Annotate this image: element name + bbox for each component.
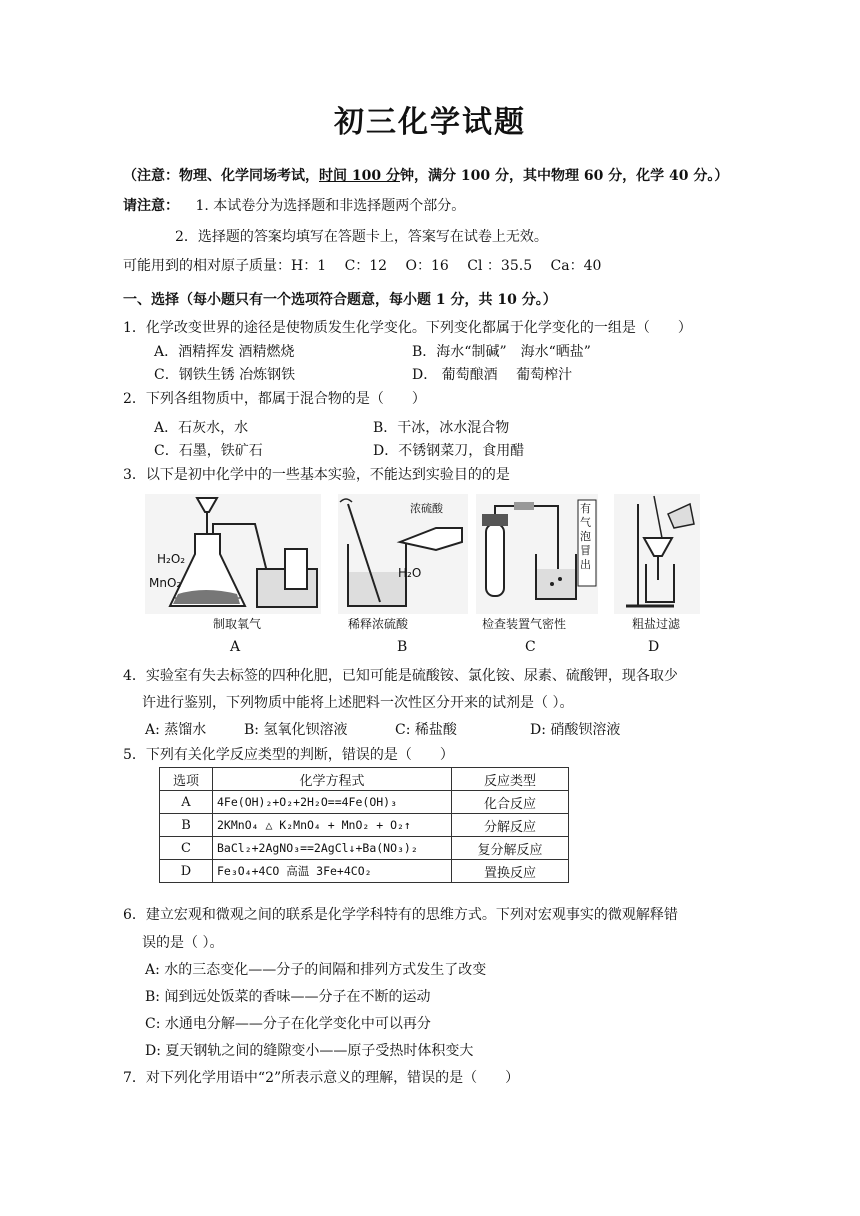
q6-option-b: B: 闻到远处饭菜的香味——分子在不断的运动 [145,989,431,1005]
notice-time: 时间 100 分 [319,168,400,184]
q2-option-a: A．石灰水，水 [154,420,249,436]
q4-option-a: A: 蒸馏水 [145,722,207,738]
row-equation: BaCl₂+2AgNO₃==2AgCl↓+Ba(NO₃)₂ [213,837,452,860]
question-2-stem: 2．下列各组物质中，都属于混合物的是（ ） [123,391,426,407]
instructions-label: 请注意： [123,198,179,214]
fig-letter-c: C [525,639,536,655]
fig-b-water-label: H₂O [398,566,422,580]
table-row [160,791,569,814]
fig-d-caption: 粗盐过滤 [632,617,681,631]
row-option: A [160,791,213,814]
figure-c-airtightness [476,494,598,634]
header-type: 反应类型 [452,768,569,791]
instructions-line1 [123,197,465,215]
question-6-stem-line1: 6．建立宏观和微观之间的联系是化学学科特有的思维方式。下列对宏观事实的微观解释错 [123,907,678,923]
exam-notice [123,167,728,185]
q6-option-c: C: 水通电分解——分子在化学变化中可以再分 [145,1016,431,1032]
fig-letter-a: A [230,639,241,655]
dilution-apparatus-drawing [338,494,468,614]
table-row [160,814,569,837]
row-equation: 4Fe(OH)₂+O₂+2H₂O==4Fe(OH)₃ [213,791,452,814]
row-type: 置换反应 [452,860,569,883]
row-type: 分解反应 [452,814,569,837]
q2-option-b: B．干冰，冰水混合物 [373,420,510,436]
filtration-apparatus-drawing [614,494,700,614]
figure-a-oxygen [145,494,321,634]
question-4-stem-line1: 4．实验室有失去标签的四种化肥，已知可能是硫酸铵、氯化铵、尿素、硫酸钾，现各取少 [123,668,678,684]
row-option: D [160,860,213,883]
table-row [160,860,569,883]
fig-letter-d: D [648,639,660,655]
fig-c-caption: 检查装置气密性 [482,617,567,631]
instructions-item2: 2．选择题的答案均填写在答题卡上，答案写在试卷上无效。 [175,229,548,245]
row-option: C [160,837,213,860]
row-type: 复分解反应 [452,837,569,860]
fig-a-h2o2-label: H₂O₂ [157,552,186,566]
fig-a-mno2-label: MnO₂ [149,576,182,590]
fig-a-caption: 制取氧气 [213,617,262,631]
q2-option-d: D．不锈钢菜刀，食用醋 [373,443,525,459]
question-4-stem-line2: 许进行鉴别，下列物质中能将上述肥料一次性区分开来的试剂是（ ）。 [142,695,574,711]
q4-option-b: B: 氢氧化钡溶液 [244,722,348,738]
question-6-stem-line2: 误的是（ ）。 [142,935,224,951]
header-option: 选项 [160,768,213,791]
section-heading: 一、选择（每小题只有一个选项符合题意，每小题 1 分，共 10 分。） [123,292,557,308]
figure-b-dilution [338,494,468,634]
notice-part2: 钟，满分 100 分，其中物理 60 分，化学 40 分。） [399,168,729,184]
row-equation: 2KMnO₄ △ K₂MnO₄ + MnO₂ + O₂↑ [213,814,452,837]
question-5-stem: 5．下列有关化学反应类型的判断，错误的是（ ） [123,747,454,763]
q2-option-c: C．石墨，铁矿石 [154,443,263,459]
question-3-stem: 3．以下是初中化学中的一些基本实验，不能达到实验目的的是 [123,467,510,483]
q1-option-a: A．酒精挥发 酒精燃烧 [154,344,295,360]
q1-option-d: D． 葡萄酿酒 葡萄榨汁 [412,367,573,383]
q4-option-d: D: 硝酸钡溶液 [530,722,621,738]
question-7-stem: 7．对下列化学用语中“2”所表示意义的理解，错误的是（ ） [123,1070,520,1086]
row-equation: Fe₃O₄+4CO 高温 3Fe+4CO₂ [213,860,452,883]
q6-option-d: D: 夏天钢轨之间的缝隙变小——原子受热时体积变大 [145,1043,474,1059]
reaction-table [159,767,569,883]
fig-letter-b: B [397,639,408,655]
q1-option-c: C．钢铁生锈 冶炼钢铁 [154,367,296,383]
exam-title: 初三化学试题 [334,105,526,140]
table-row [160,837,569,860]
q1-option-b: B．海水“制碱” 海水“晒盐” [412,344,591,360]
instructions-item1: 1. 本试卷分为选择题和非选择题两个部分。 [195,198,466,214]
fig-b-acid-label: 浓硫酸 [410,502,443,515]
fig-c-bubbles-label: 有气泡冒出 [580,502,591,571]
row-option: B [160,814,213,837]
header-equation: 化学方程式 [213,768,452,791]
q6-option-a: A: 水的三态变化——分子的间隔和排列方式发生了改变 [145,962,487,978]
row-type: 化合反应 [452,791,569,814]
fig-b-caption: 稀释浓硫酸 [348,617,409,631]
table-header-row [160,768,569,791]
atomic-masses: 可能用到的相对原子质量：H：1 C：12 O：16 Cl ：35.5 Ca：40 [123,258,602,274]
q4-option-c: C: 稀盐酸 [395,722,457,738]
notice-part1: （注意：物理、化学同场考试， [123,168,319,184]
question-1-stem: 1．化学改变世界的途径是使物质发生化学变化。下列变化都属于化学变化的一组是（ ） [123,320,692,336]
figure-d-filtration [614,494,700,634]
